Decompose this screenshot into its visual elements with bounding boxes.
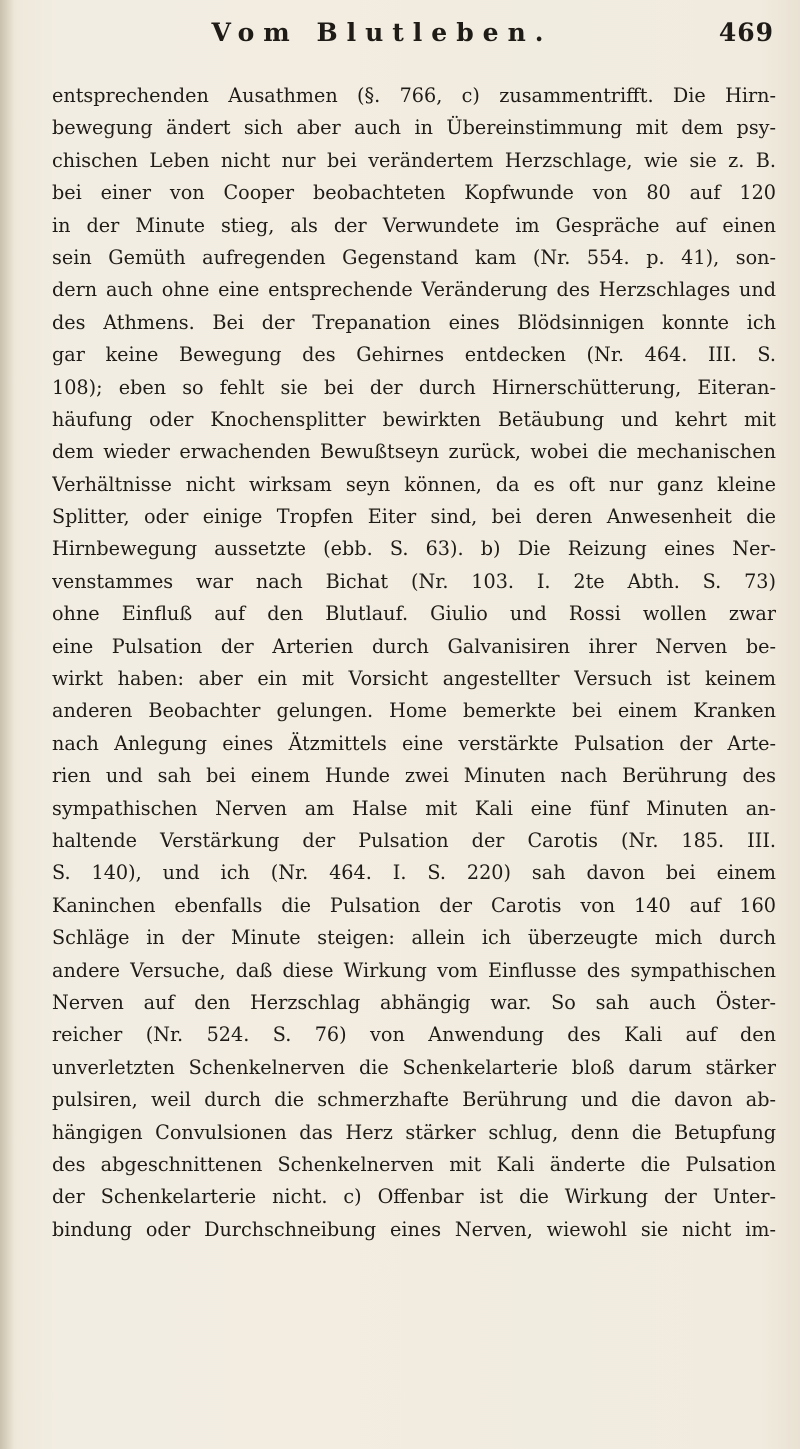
text-line: unverletzten Schenkelnerven die Schenkelarterie bloß darum stärker [52,1055,776,1079]
text-line: andere Versuche, daß diese Wirkung vom Einflusse des sympathischen [52,958,776,982]
text-line: sympathischen Nerven am Halse mit Kali eine fünf Minuten an- [52,796,776,820]
text-line: wirkt haben: aber ein mit Vorsicht angestellter Versuch ist keinem [52,667,776,691]
text-line: Nerven auf den Herzschlag abhängig war. So sah auch Öster- [52,990,776,1014]
text-line: der Schenkelarterie nicht. c) Offenbar ist die Wirkung der Unter- [52,1185,776,1209]
text-line: entsprechenden Ausathmen (§. 766, c) zusammentrifft. Die Hirn- [52,84,776,107]
text-line: des Athmens. Bei der Trepanation eines Blödsinnigen konnte ich [52,310,776,334]
text-line: häufung oder Knochensplitter bewirkten Betäubung und kehrt mit [52,407,776,431]
text-line: haltende Verstärkung der Pulsation der Carotis (Nr. 185. III. [52,828,776,852]
text-line: bindung oder Durchschneibung eines Nerven, wiewohl sie nicht im- [52,1217,776,1241]
text-line: anderen Beobachter gelungen. Home bemerkte bei einem Kranken [52,699,776,723]
text-line: 108); eben so fehlt sie bei der durch Hirnerschütterung, Eiteran- [52,375,776,399]
text-line: Splitter, oder einige Tropfen Eiter sind, bei deren Anwesenheit die [52,505,776,529]
text-line: reicher (Nr. 524. S. 76) von Anwendung des Kali auf den [52,1023,776,1047]
text-line: gar keine Bewegung des Gehirnes entdecken (Nr. 464. III. S. [52,343,776,367]
body-text [52,80,776,1246]
text-line: bei einer von Cooper beobachteten Kopfwunde von 80 auf 120 [52,181,776,205]
text-line: des abgeschnittenen Schenkelnerven mit Kali änderte die Pulsation [52,1152,776,1176]
text-line: S. 140), und ich (Nr. 464. I. S. 220) sah davon bei einem [52,861,776,885]
text-line: dem wieder erwachenden Bewußtseyn zurück, wobei die mechanischen [52,440,776,464]
text-line: in der Minute stieg, als der Verwundete im Gespräche auf einen [52,213,776,237]
text-line: chischen Leben nicht nur bei verändertem Herzschlage, wie sie z. B. [52,148,776,172]
binding-shadow [0,0,14,1449]
text-line: pulsiren, weil durch die schmerzhafte Berührung und die davon ab- [52,1088,776,1112]
text-line: sein Gemüth aufregenden Gegenstand kam (Nr. 554. p. 41), son- [52,245,776,269]
text-line: Hirnbewegung aussetzte (ebb. S. 63). b) Die Reizung eines Ner- [52,537,776,561]
text-line: eine Pulsation der Arterien durch Galvanisiren ihrer Nerven be- [52,634,776,658]
text-line: Kaninchen ebenfalls die Pulsation der Carotis von 140 auf 160 [52,893,776,917]
text-line: nach Anlegung eines Ätzmittels eine verstärkte Pulsation der Arte- [52,731,776,755]
text-line: dern auch ohne eine entsprechende Veränderung des Herzschlages und [52,278,776,302]
text-line: Schläge in der Minute steigen: allein ich überzeugte mich durch [52,926,776,950]
text-line: venstammes war nach Bichat (Nr. 103. I. 2te Abth. S. 73) [52,569,776,593]
text-line: rien und sah bei einem Hunde zwei Minuten nach Berührung des [52,764,776,788]
running-head [0,18,800,58]
running-head-title: Vom Blutleben. [211,18,553,47]
text-line: bewegung ändert sich aber auch in Übereinstimmung mit dem psy- [52,116,776,140]
page-number: 469 [718,18,774,47]
text-line: ohne Einfluß auf den Blutlauf. Giulio und Rossi wollen zwar [52,602,776,626]
text-line: Verhältnisse nicht wirksam seyn können, da es oft nur ganz kleine [52,472,776,496]
text-line: hängigen Convulsionen das Herz stärker schlug, denn die Betupfung [52,1120,776,1144]
